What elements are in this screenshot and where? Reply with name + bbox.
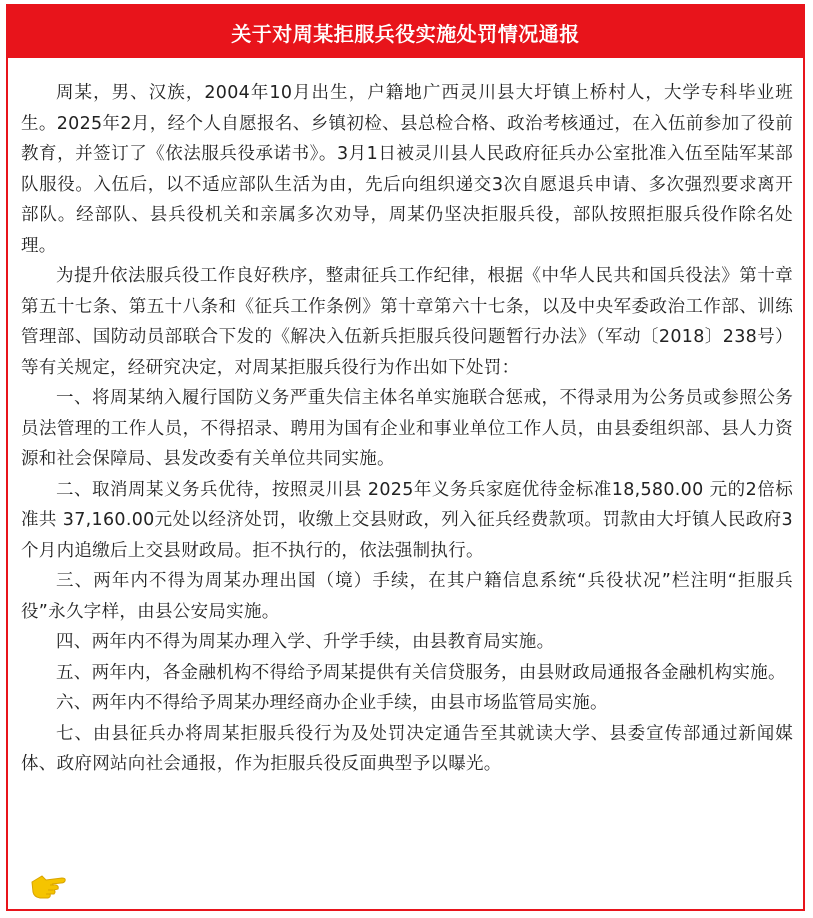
paragraph-item-7: 七、由县征兵办将周某拒服兵役行为及处罚决定通告至其就读大学、县委宣传部通过新闻媒体、政府网站向社会通报，作为拒服兵役反面典型予以曝光。: [21, 723, 793, 774]
paragraph-item-2: 二、取消周某义务兵优待，按照灵川县 2025年义务兵家庭优待金标准18,580.00 元的2倍标准共 37,160.00元处以经济处罚，收缴上交县财政，列入征兵经费款项。罚款由大圩镇人民政府3个月内追缴后上交县财政局。拒不执行的，依法强制执行。: [21, 479, 793, 561]
paragraph-item-6: 六、两年内不得给予周某办理经商办企业手续，由县市场监管局实施。: [56, 693, 608, 713]
paragraph-item-5: 五、两年内，各金融机构不得给予周某提供有关信贷服务，由县财政局通报各金融机构实施。: [56, 662, 786, 683]
pointing-hand-icon: [28, 868, 68, 902]
paragraph-basis: 为提升依法服兵役工作良好秩序，整肃征兵工作纪律，根据《中华人民共和国兵役法》第十章第五十七条、第五十八条和《征兵工作条例》第十章第六十七条，以及中央军委政治工作部、训练管理部、国防动员部联合下发的《解决入伍新兵拒服兵役问题暂行办法》（军动〔2018〕238号）等有关规定，经研究决定，对周某拒服兵役行为作出如下处罚：: [21, 266, 793, 378]
notice-frame: [6, 4, 805, 911]
title-bar: [8, 6, 803, 58]
paragraph-intro: 周某，男、汉族，2004年10月出生，户籍地广西灵川县大圩镇上桥村人，大学专科毕业班生。2025年2月，经个人自愿报名、乡镇初检、县总检合格、政治考核通过，在入伍前参加了役前教育，并签订了《依法服兵役承诺书》。3月1日被灵川县人民政府征兵办公室批准入伍至陆军某部队服役。入伍后，以不适应部队生活为由，先后向组织递交3次自愿退兵申请、多次强烈要求离开部队。经部队、县兵役机关和亲属多次劝导，周某仍坚决拒服兵役，部队按照拒服兵役作除名处理。: [21, 83, 793, 256]
paragraph-item-4: 四、两年内不得为周某办理入学、升学手续，由县教育局实施。: [56, 632, 555, 652]
paragraph-item-1: 一、将周某纳入履行国防义务严重失信主体名单实施联合惩戒，不得录用为公务员或参照公务员法管理的工作人员，不得招录、聘用为国有企业和事业单位工作人员，由县委组织部、县人力资源和社会保障局、县发改委有关单位共同实施。: [21, 388, 793, 469]
paragraph-item-3: 三、两年内不得为周某办理出国（境）手续，在其户籍信息系统“兵役状况”栏注明“拒服兵役”永久字样，由县公安局实施。: [21, 571, 793, 622]
notice-body: [21, 78, 793, 780]
notice-title: 关于对周某拒服兵役实施处罚情况通报: [231, 21, 580, 46]
